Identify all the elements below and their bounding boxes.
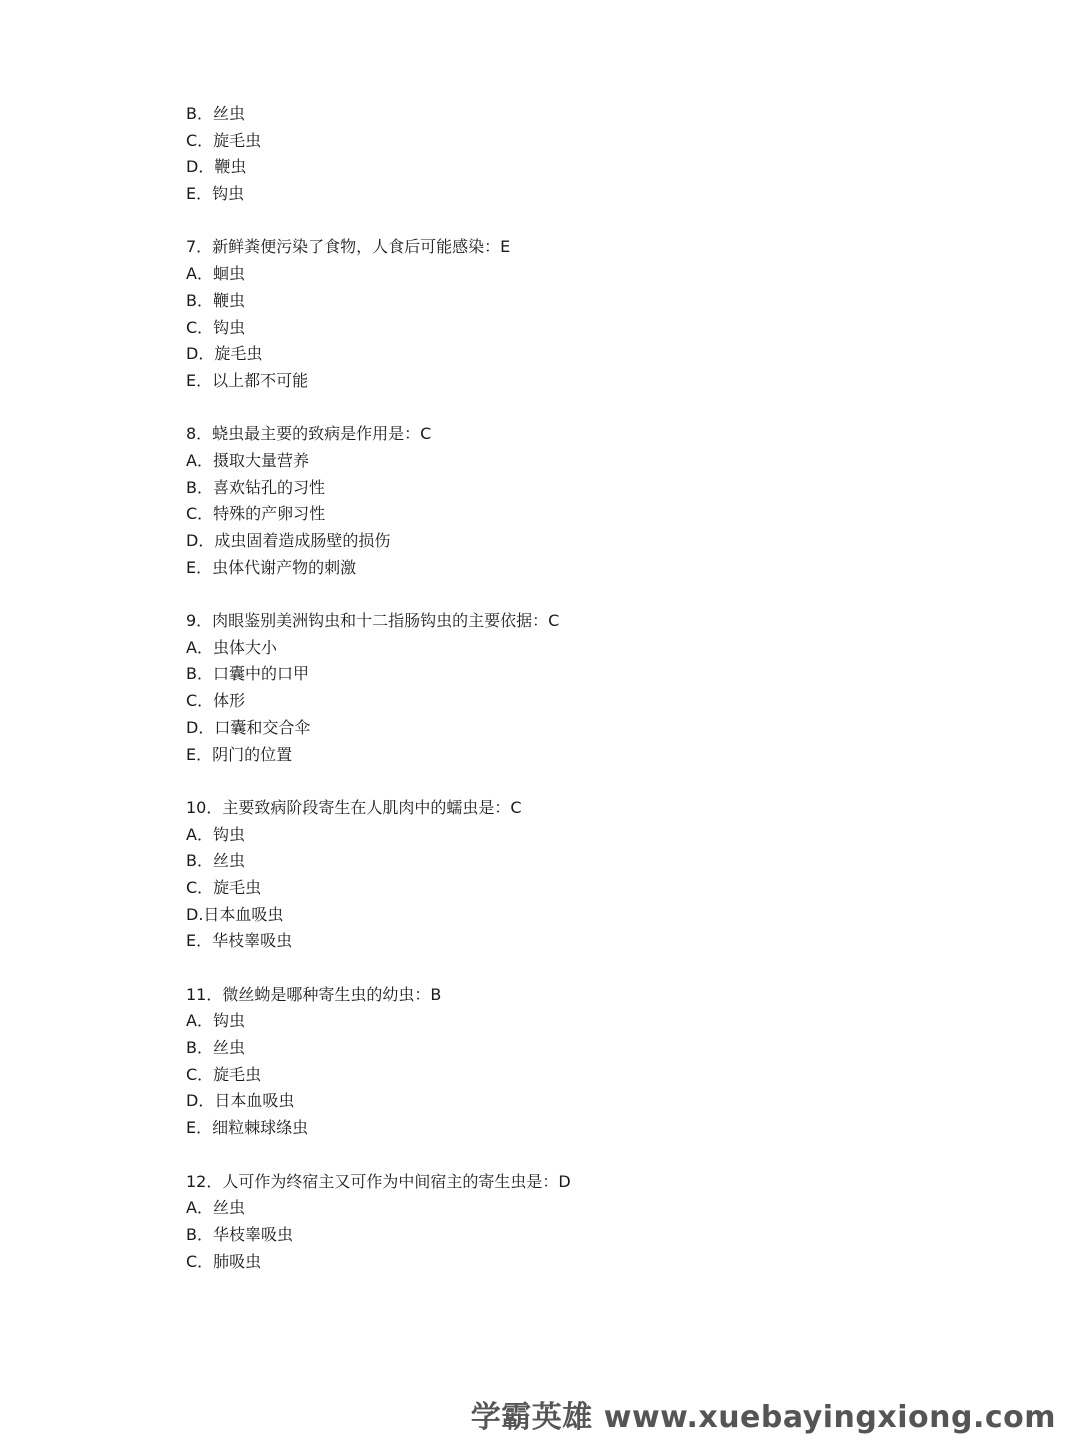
- option-line: A．丝虫: [186, 1198, 245, 1218]
- question-stem: 10．主要致病阶段寄生在人肌肉中的蠕虫是：C: [186, 797, 522, 817]
- question-10: [186, 795, 1006, 955]
- option-line: A．钩虫: [186, 824, 245, 844]
- option-line: C．体形: [186, 691, 246, 711]
- option-line: B．喜欢钻孔的习性: [186, 477, 325, 497]
- document-content: [186, 101, 1006, 1275]
- intro-options: [186, 101, 1006, 208]
- question-stem: 12．人可作为终宿主又可作为中间宿主的寄生虫是：D: [186, 1171, 571, 1191]
- option-line: A．钩虫: [186, 1011, 245, 1031]
- option-line: B．华枝睾吸虫: [186, 1224, 293, 1244]
- option-line: C．钩虫: [186, 317, 246, 337]
- option-line: B．丝虫: [186, 1038, 245, 1058]
- option-line: A．摄取大量营养: [186, 450, 309, 470]
- option-line: A．蛔虫: [186, 264, 245, 284]
- option-line: E．细粒棘球绦虫: [186, 1118, 309, 1138]
- question-stem: 8．蛲虫最主要的致病是作用是：C: [186, 424, 432, 444]
- option-line: E．虫体代谢产物的刺激: [186, 557, 357, 577]
- option-line: C．肺吸虫: [186, 1251, 262, 1271]
- option-line: D.日本血吸虫: [186, 904, 284, 924]
- option-line: D．鞭虫: [186, 157, 247, 177]
- option-line: B．口囊中的口甲: [186, 664, 309, 684]
- question-11: [186, 982, 1006, 1142]
- option-line: C．旋毛虫: [186, 1064, 262, 1084]
- option-line: E．阴门的位置: [186, 744, 293, 764]
- option-line: B．丝虫: [186, 104, 245, 123]
- question-stem: 11．微丝蚴是哪种寄生虫的幼虫：B: [186, 984, 442, 1004]
- option-line: D．口囊和交合伞: [186, 717, 311, 737]
- option-line: D．成虫固着造成肠壁的损伤: [186, 531, 391, 550]
- option-line: C．特殊的产卵习性: [186, 504, 326, 524]
- site-watermark: 学霸英雄 www.xuebayingxiong.com: [470, 1400, 1056, 1435]
- question-9: [186, 608, 1006, 768]
- question-8: [186, 421, 1006, 581]
- question-12: [186, 1169, 1006, 1276]
- question-stem: 7．新鲜粪便污染了食物，人食后可能感染：E: [186, 237, 511, 257]
- option-line: D．日本血吸虫: [186, 1091, 295, 1111]
- option-line: C．旋毛虫: [186, 130, 262, 150]
- option-line: A．虫体大小: [186, 637, 277, 657]
- option-line: E．钩虫: [186, 184, 245, 204]
- option-line: D．旋毛虫: [186, 344, 263, 364]
- question-stem: 9．肉眼鉴别美洲钩虫和十二指肠钩虫的主要依据：C: [186, 611, 560, 631]
- option-line: B．丝虫: [186, 851, 245, 871]
- option-line: E．华枝睾吸虫: [186, 931, 293, 951]
- option-line: E．以上都不可能: [186, 370, 309, 390]
- question-7: [186, 234, 1006, 394]
- option-line: B．鞭虫: [186, 290, 245, 310]
- option-line: C．旋毛虫: [186, 877, 262, 897]
